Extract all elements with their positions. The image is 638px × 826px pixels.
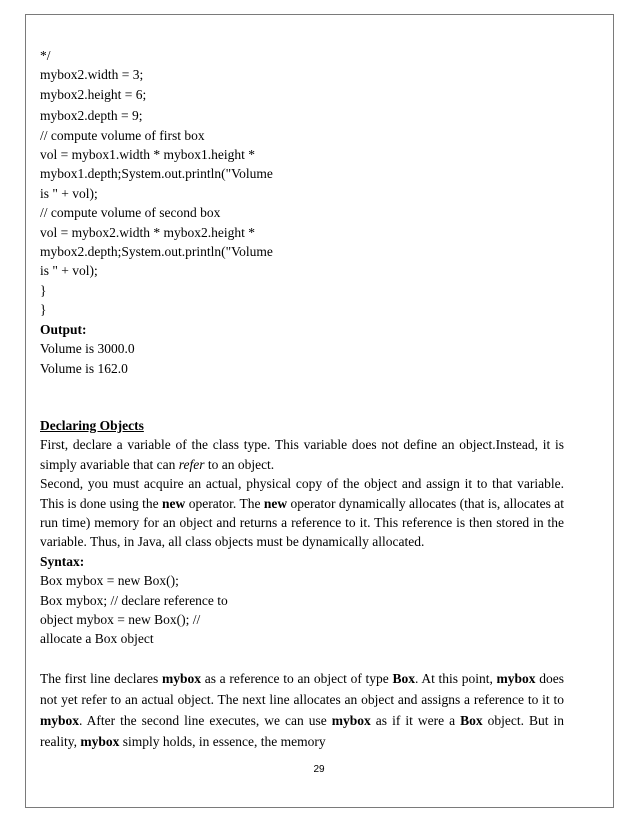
syntax-line: Box mybox; // declare reference to — [40, 592, 228, 608]
code-line: } — [40, 282, 47, 298]
output-line: Volume is 3000.0 — [40, 341, 135, 357]
syntax-line: allocate a Box object — [40, 631, 154, 647]
output-label: Output: — [40, 321, 87, 337]
code-line: */ — [40, 48, 51, 63]
paragraph-2: Second, you must acquire an actual, physical copy of the object and assign it to that variable. This is done using the new operator. The new operator dynamically allocates (that is, allocates at run time) memory for an object and returns a reference to it. This reference is then stored in the variable. Thus, in Java, all class objects must be dynamically allocated. — [40, 476, 564, 550]
paragraph-3: The first line declares mybox as a reference to an object of type Box. At this point, mybox does not yet refer to an actual object. The next line allocates an object and assigns a reference to it to mybox. After the second line executes, we can use mybox as if it were a Box object. But in reality, mybox simply holds, in essence, the memory — [40, 671, 565, 750]
code-line: vol = mybox2.width * mybox2.height * — [40, 224, 255, 240]
section-heading: Declaring Objects — [40, 417, 144, 433]
code-line: is " + vol); — [40, 263, 98, 279]
code-line: mybox1.depth;System.out.println("Volume — [40, 166, 273, 182]
output-line: Volume is 162.0 — [40, 360, 128, 376]
code-line: mybox2.depth;System.out.println("Volume — [40, 244, 273, 260]
code-line: } — [40, 302, 47, 318]
syntax-line: object mybox = new Box(); // — [40, 611, 201, 627]
code-line: mybox2.depth = 9; — [40, 108, 143, 124]
code-line: mybox2.height = 6; — [40, 86, 147, 102]
code-block — [40, 46, 564, 320]
paragraph-1: First, declare a variable of the class type. This variable does not define an object.Instead, it is simply avariable that can refer to an object. — [40, 437, 564, 472]
document-page — [40, 46, 564, 752]
page-number: 29 — [313, 764, 325, 775]
code-line: // compute volume of first box — [40, 127, 205, 143]
code-line: mybox2.width = 3; — [40, 67, 144, 83]
code-line: is " + vol); — [40, 185, 98, 201]
syntax-label: Syntax: — [40, 553, 85, 569]
code-line: vol = mybox1.width * mybox1.height * — [40, 147, 255, 163]
code-line: // compute volume of second box — [40, 205, 221, 221]
emphasis-refer: refer — [178, 456, 205, 472]
syntax-line: Box mybox = new Box(); — [40, 573, 179, 589]
